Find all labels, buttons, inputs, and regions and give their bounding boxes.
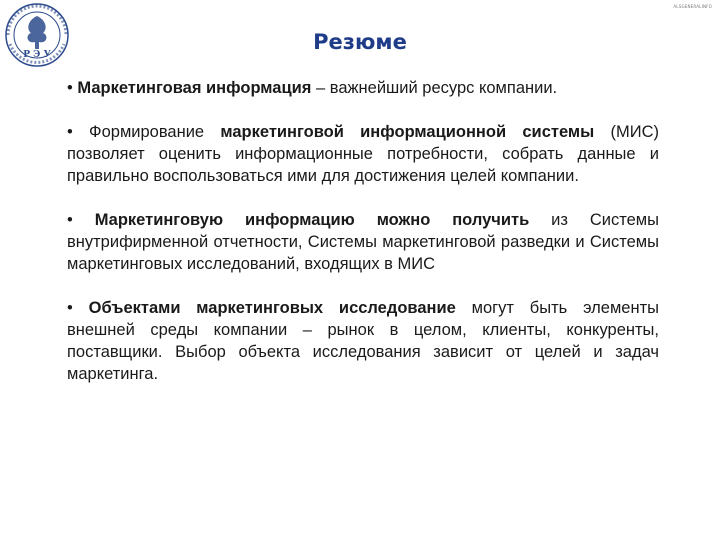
bullet: • — [67, 123, 73, 141]
corner-label: ALSGENERALINFO — [673, 4, 712, 9]
paragraph-bold-text: Маркетинговая информация — [77, 79, 312, 97]
bullet: • — [67, 79, 73, 97]
paragraph-4 — [67, 297, 659, 385]
bullet: • — [67, 299, 73, 317]
paragraph-2 — [67, 121, 659, 187]
paragraph-1 — [67, 77, 659, 99]
paragraph-bold-text: маркетинговой информационной системы — [220, 123, 595, 141]
page-title: Резюме — [313, 30, 407, 54]
paragraph-text: из Системы внутрифирменной отчетности, Системы маркетинговой разведки и Системы маркетинговых исследований, входящих в МИС — [67, 211, 659, 273]
paragraph-text: – важнейший ресурс компании. — [311, 79, 558, 97]
paragraph-3 — [67, 209, 659, 275]
logo-letters: Р Э У — [23, 50, 51, 60]
paragraph-text: (МИС) позволяет оценить информационные потребности, собрать данные и правильно воспользоваться ими для достижения целей компании. — [67, 123, 659, 185]
bullet: • — [67, 211, 73, 229]
paragraph-bold-text: Маркетинговую информацию можно получить — [94, 211, 530, 229]
paragraph-text: могут быть элементы внешней среды компании – рынок в целом, клиенты, конкуренты, поставщики. Выбор объекта исследования зависит от целей и задач маркетинга. — [67, 299, 659, 383]
paragraph-text: Формирование — [72, 123, 221, 141]
content-body — [67, 77, 659, 407]
paragraph-bold-text: Объектами маркетинговых исследование — [88, 299, 456, 317]
